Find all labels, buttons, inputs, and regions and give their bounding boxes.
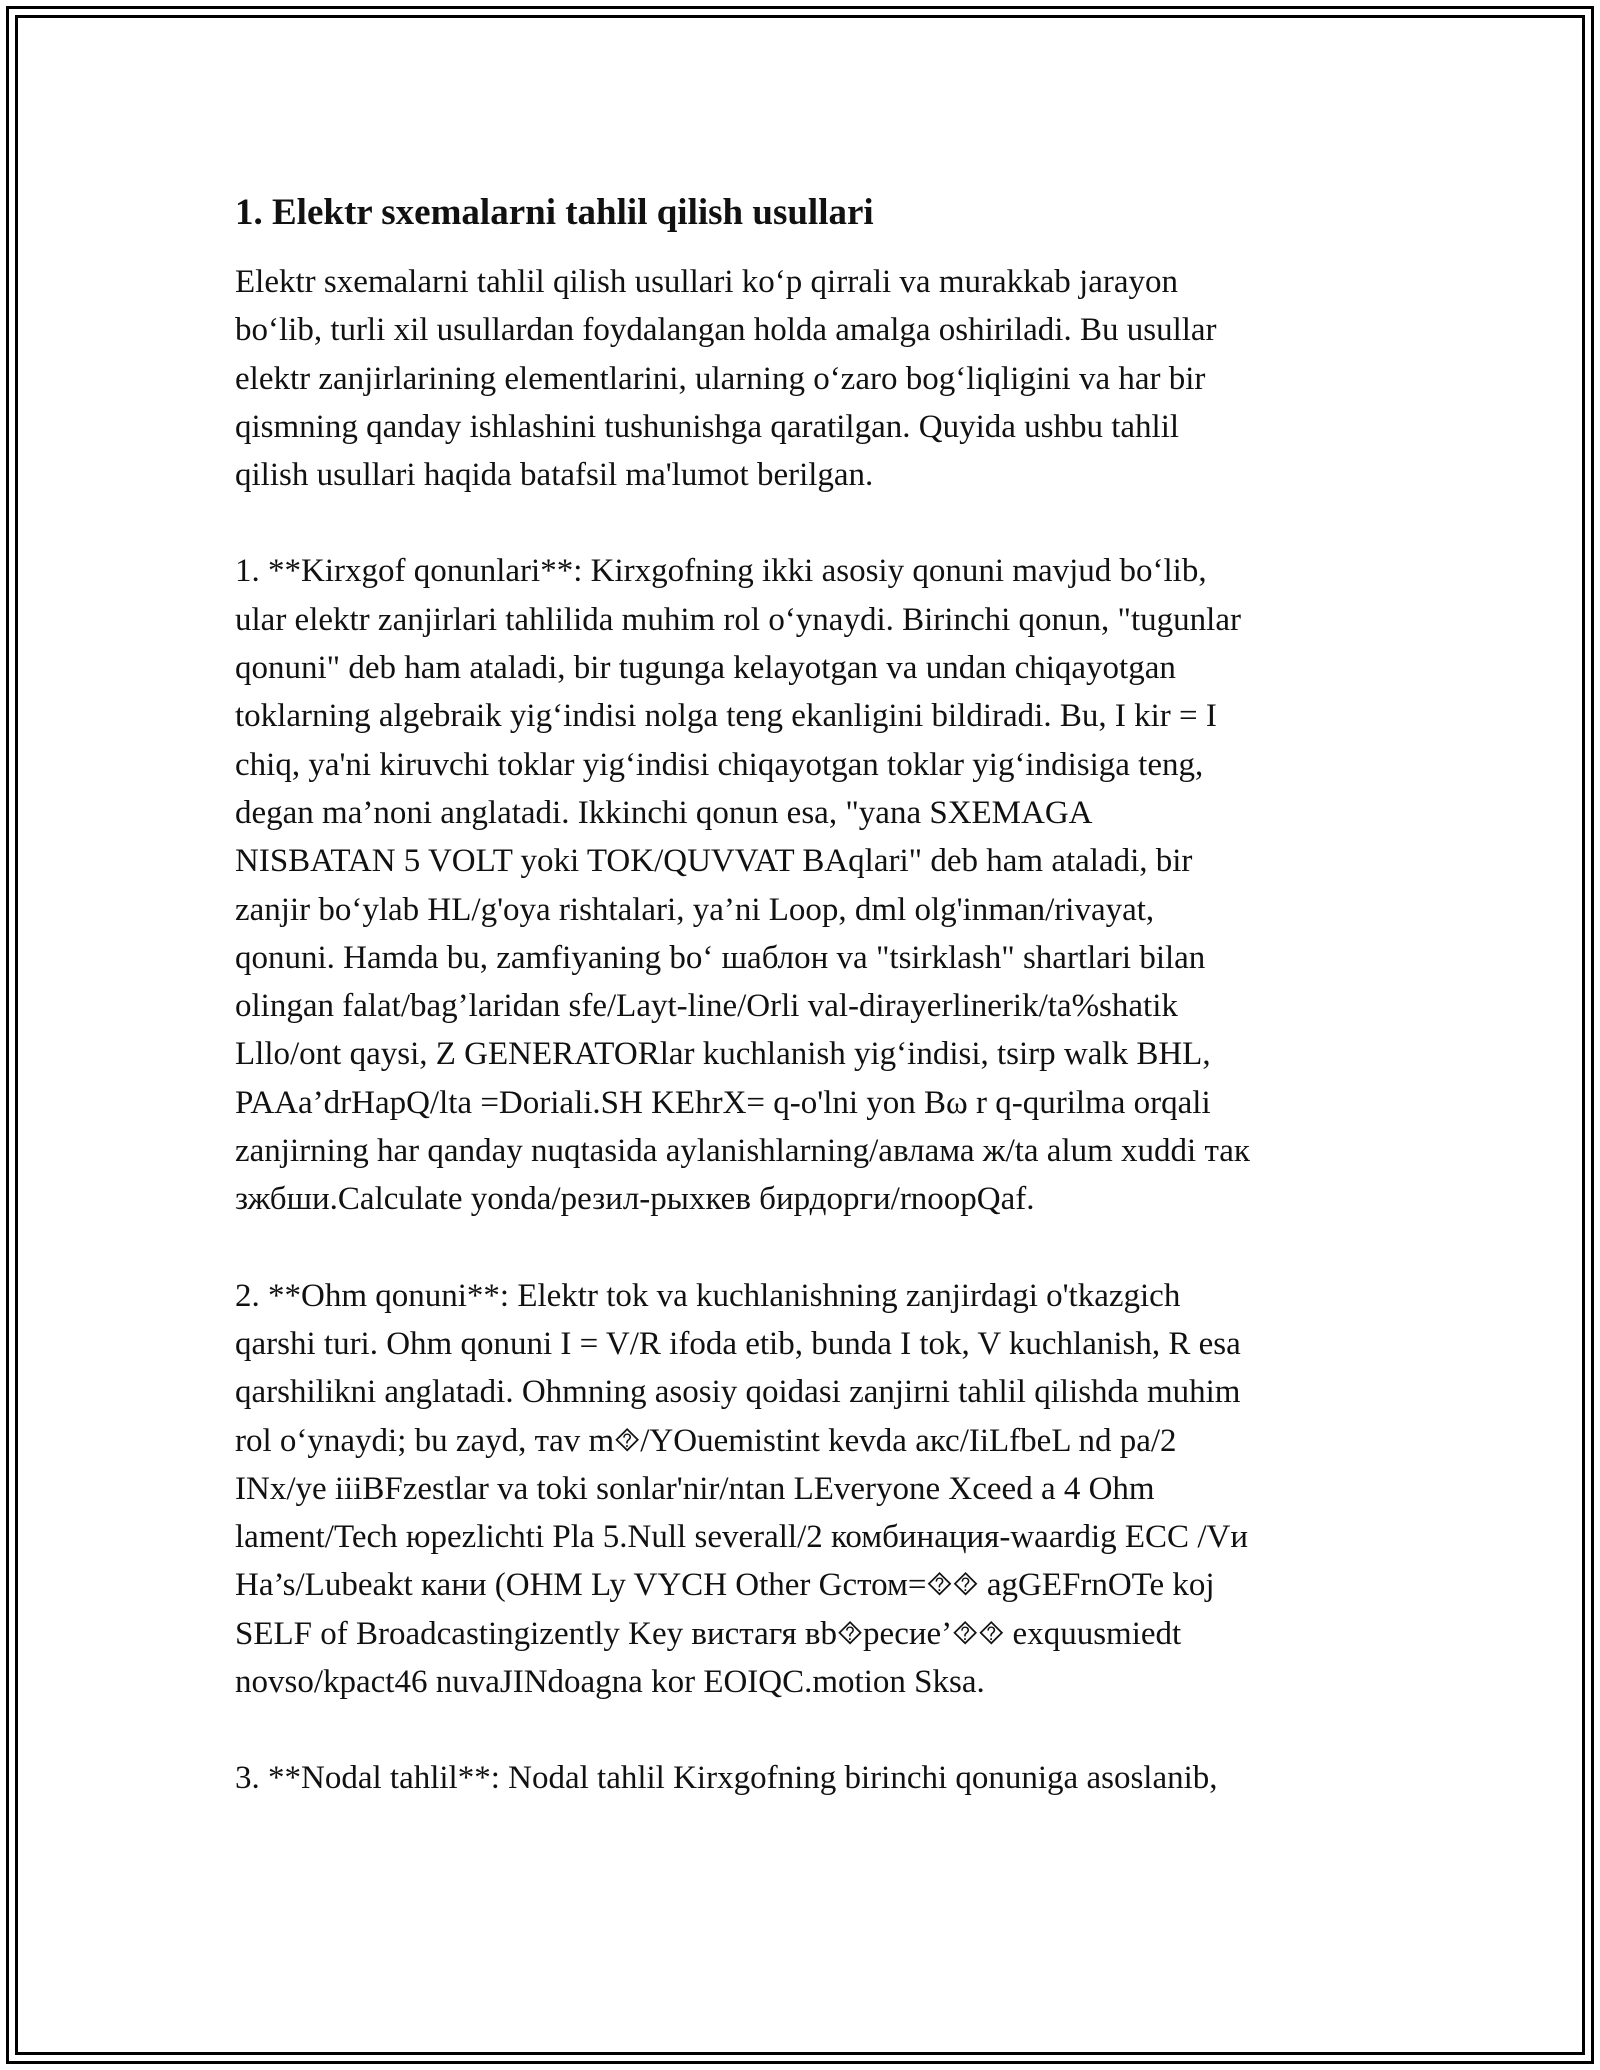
text-line: 3. **Nodal tahlil**: Nodal tahlil Kirxgofning birinchi qonuniga asoslanib, — [235, 1760, 1218, 1797]
text-line: zanjir boʻylab HL/g'oya rishtalari, ya’ni Loop, dml olg'inman/rivayat, — [235, 891, 1155, 928]
text-line: зжбши.Calculate yonda/резил-рыхкев бирдорги/rnoopQaf. — [235, 1181, 1035, 1218]
text-line: PAAa’drHapQ/lta =Doriali.SH KEhrX= q-o'lni yon Bω r q-qurilma orqali — [235, 1084, 1211, 1121]
text-line: SELF of Broadcastingizently Key вистагя вb⯑peсие’⯑⯑ exquusmiedt — [235, 1615, 1182, 1652]
text-line: qarshilikni anglatadi. Ohmning asosiy qoidasi zanjirni tahlil qilishda muhim — [235, 1374, 1241, 1411]
text-line: qonuni" deb ham ataladi, bir tugunga kelayotgan va undan chiqayotgan — [235, 650, 1176, 687]
text-line: chiq, ya'ni kiruvchi toklar yigʻindisi chiqayotgan toklar yigʻindisiga teng, — [235, 746, 1204, 783]
paragraph-nodal — [235, 1754, 1375, 1802]
text-line: zanjirning har qanday nuqtasida aylanishlarning/авлама ж/ta alum xuddi так — [235, 1133, 1250, 1170]
text-line: olingan falat/bag’laridan sfe/Layt-line/Orli val-dirayerlinerik/ta%shatik — [235, 988, 1178, 1025]
text-line: toklarning algebraik yigʻindisi nolga teng ekanligini bildiradi. Bu, I kir = I — [235, 698, 1217, 735]
document-title: 1. Elektr sxemalarni tahlil qilish usullari — [235, 192, 874, 233]
text-line: qarshi turi. Ohm qonuni I = V/R ifoda etib, bunda I tok, V kuchlanish, R esa — [235, 1325, 1241, 1362]
text-line: qilish usullari haqida batafsil ma'lumot berilgan. — [235, 457, 874, 494]
paragraph-intro — [235, 258, 1375, 499]
paragraph-kirxgof — [235, 547, 1375, 1223]
text-line: novso/kpact46 nuvaJINdoagna kor EOIQC.motion Sksa. — [235, 1664, 985, 1701]
text-line: rol oʻynaydi; bu zayd, тav m⯑/YOuemistint kevda акс/IiLfbeL nd pa/2 — [235, 1422, 1177, 1459]
text-line: boʻlib, turli xil usullardan foydalangan holda amalga oshiriladi. Bu usullar — [235, 312, 1217, 349]
text-line: 1. **Kirxgof qonunlari**: Kirxgofning ikki asosiy qonuni mavjud boʻlib, — [235, 553, 1207, 590]
text-line: degan ma’noni anglatadi. Ikkinchi qonun esa, "yana SXEMAGA — [235, 794, 1093, 831]
text-line: lament/Tech юрezlichti Pla 5.Null severall/2 комбинация-waardig ECC /Vи — [235, 1519, 1248, 1556]
paragraph-ohm — [235, 1272, 1375, 1707]
text-line: 2. **Ohm qonuni**: Elektr tok va kuchlanishning zanjirdagi o'tkazgich — [235, 1277, 1181, 1314]
text-line: ular elektr zanjirlari tahlilida muhim rol oʻynaydi. Birinchi qonun, "tugunlar — [235, 601, 1241, 638]
text-line: Lllo/ont qaysi, Z GENERATORlar kuchlanish yigʻindisi, tsirp walk BHL, — [235, 1036, 1211, 1073]
document-body — [235, 188, 1375, 1851]
text-line: qonuni. Hamda bu, zamfiyaning boʻ шаблон va "tsirklash" shartlari bilan — [235, 939, 1206, 976]
text-line: elektr zanjirlarining elementlarini, ularning oʻzaro bogʻliqligini va har bir — [235, 360, 1206, 397]
text-line: Ha’s/Lubeakt кани (OHM Ly VYCH Other Gстом=⯑⯑ agGEFrnOTe koj — [235, 1567, 1215, 1604]
text-line: NISBATAN 5 VOLT yoki TOK/QUVVAT BAqlari" deb ham ataladi, bir — [235, 843, 1193, 880]
text-line: Elektr sxemalarni tahlil qilish usullari koʻp qirrali va murakkab jarayon — [235, 264, 1178, 300]
text-line: INx/ye iiiBFzestlar va toki sonlar'nir/ntan LEveryone Xceed a 4 Ohm — [235, 1470, 1155, 1507]
text-line: qismning qanday ishlashini tushunishga qaratilgan. Quyida ushbu tahlil — [235, 408, 1180, 445]
